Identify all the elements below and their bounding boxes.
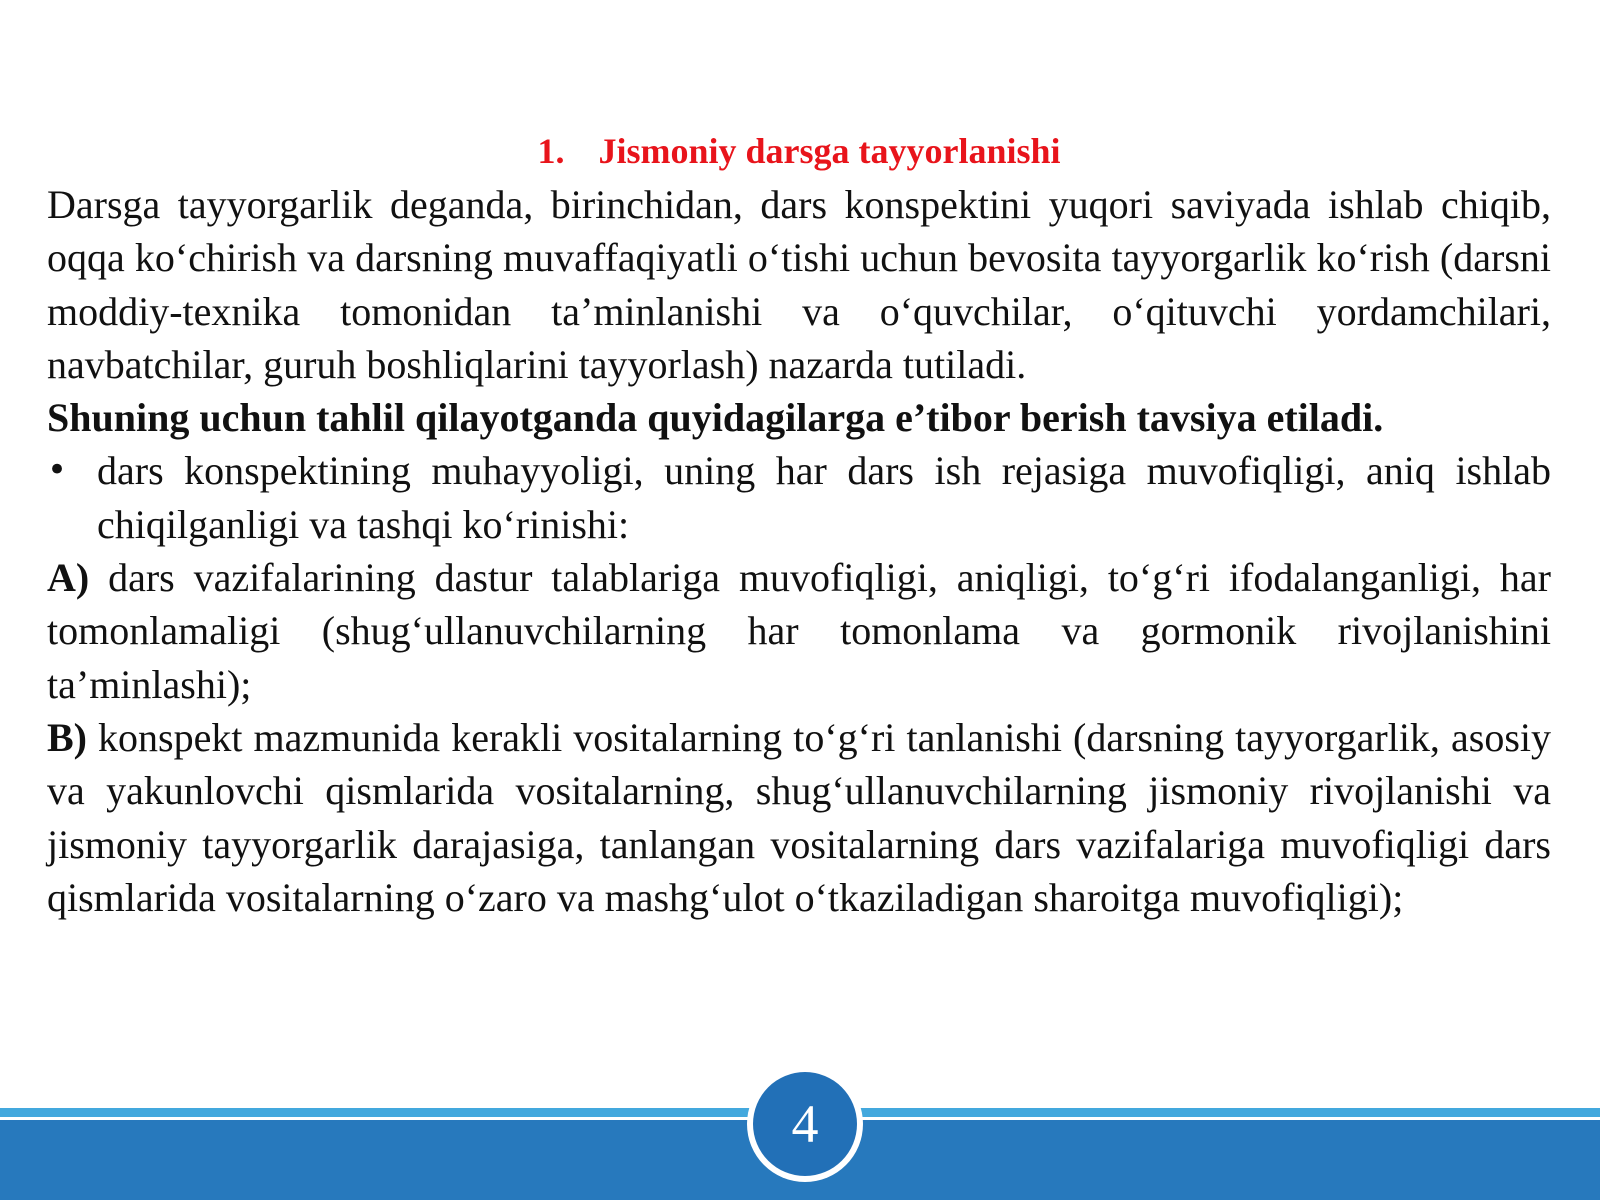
item-a [47,551,1551,711]
title-text: Jismoniy darsga tayyorlanishi [598,131,1061,171]
title-number: 1. [537,131,565,171]
slide-title [47,128,1551,174]
item-b [47,711,1551,924]
item-b-label: B) [47,714,87,760]
item-b-text: konspekt mazmunida kerakli vositalarning to‘g‘ri tanlanishi (darsning tayyorgarlik, asosiy va yakunlovchi qismlarida vositalarning, shug‘ullanuvchilarning jismoniy rivojlanishi va jismoniy tayyorgarlik darajasiga, tanlangan vositalarning dars vazifalariga muvofiqligi dars qismlarida vositalarning o‘zaro va mashg‘ulot o‘tkaziladigan sharoitga muvofiqligi); [47,714,1551,920]
bullet-item [47,444,1551,551]
slide-content [47,128,1551,924]
intro-paragraph: Darsga tayyorgarlik deganda, birinchidan, dars konspektini yuqori saviyada ishlab chiqib, oqqa ko‘chirish va darsning muvaffaqiyatli o‘tishi uchun bevosita tayyorgarlik ko‘rish (darsni moddiy-texnika tomonidan ta’minlanishi va o‘quvchilar, o‘qituvchi yordamchilari, navbatchilar, guruh boshliqlarini tayyorlash) nazarda tutiladi. [47,182,1551,387]
page-number-badge [747,1066,863,1182]
bullet-icon: • [47,450,68,491]
item-a-text: dars vazifalarining dastur talablariga muvofiqligi, aniqligi, to‘g‘ri ifodalanganligi, har tomonlamaligi (shug‘ullanuvchilarning har tomonlama va gormonik rivojlanishini ta’minlashi); [47,555,1551,707]
page-number: 4 [753,1072,857,1176]
bold-statement: Shuning uchun tahlil qilayotganda quyidagilarga e’tibor berish tavsiya etiladi. [47,395,1384,441]
item-a-label: A) [47,555,90,601]
bullet-text: dars konspektining muhayyoligi, uning har dars ish rejasiga muvofiqligi, aniq ishlab chiqilganligi va tashqi ko‘rinishi: [97,448,1551,547]
